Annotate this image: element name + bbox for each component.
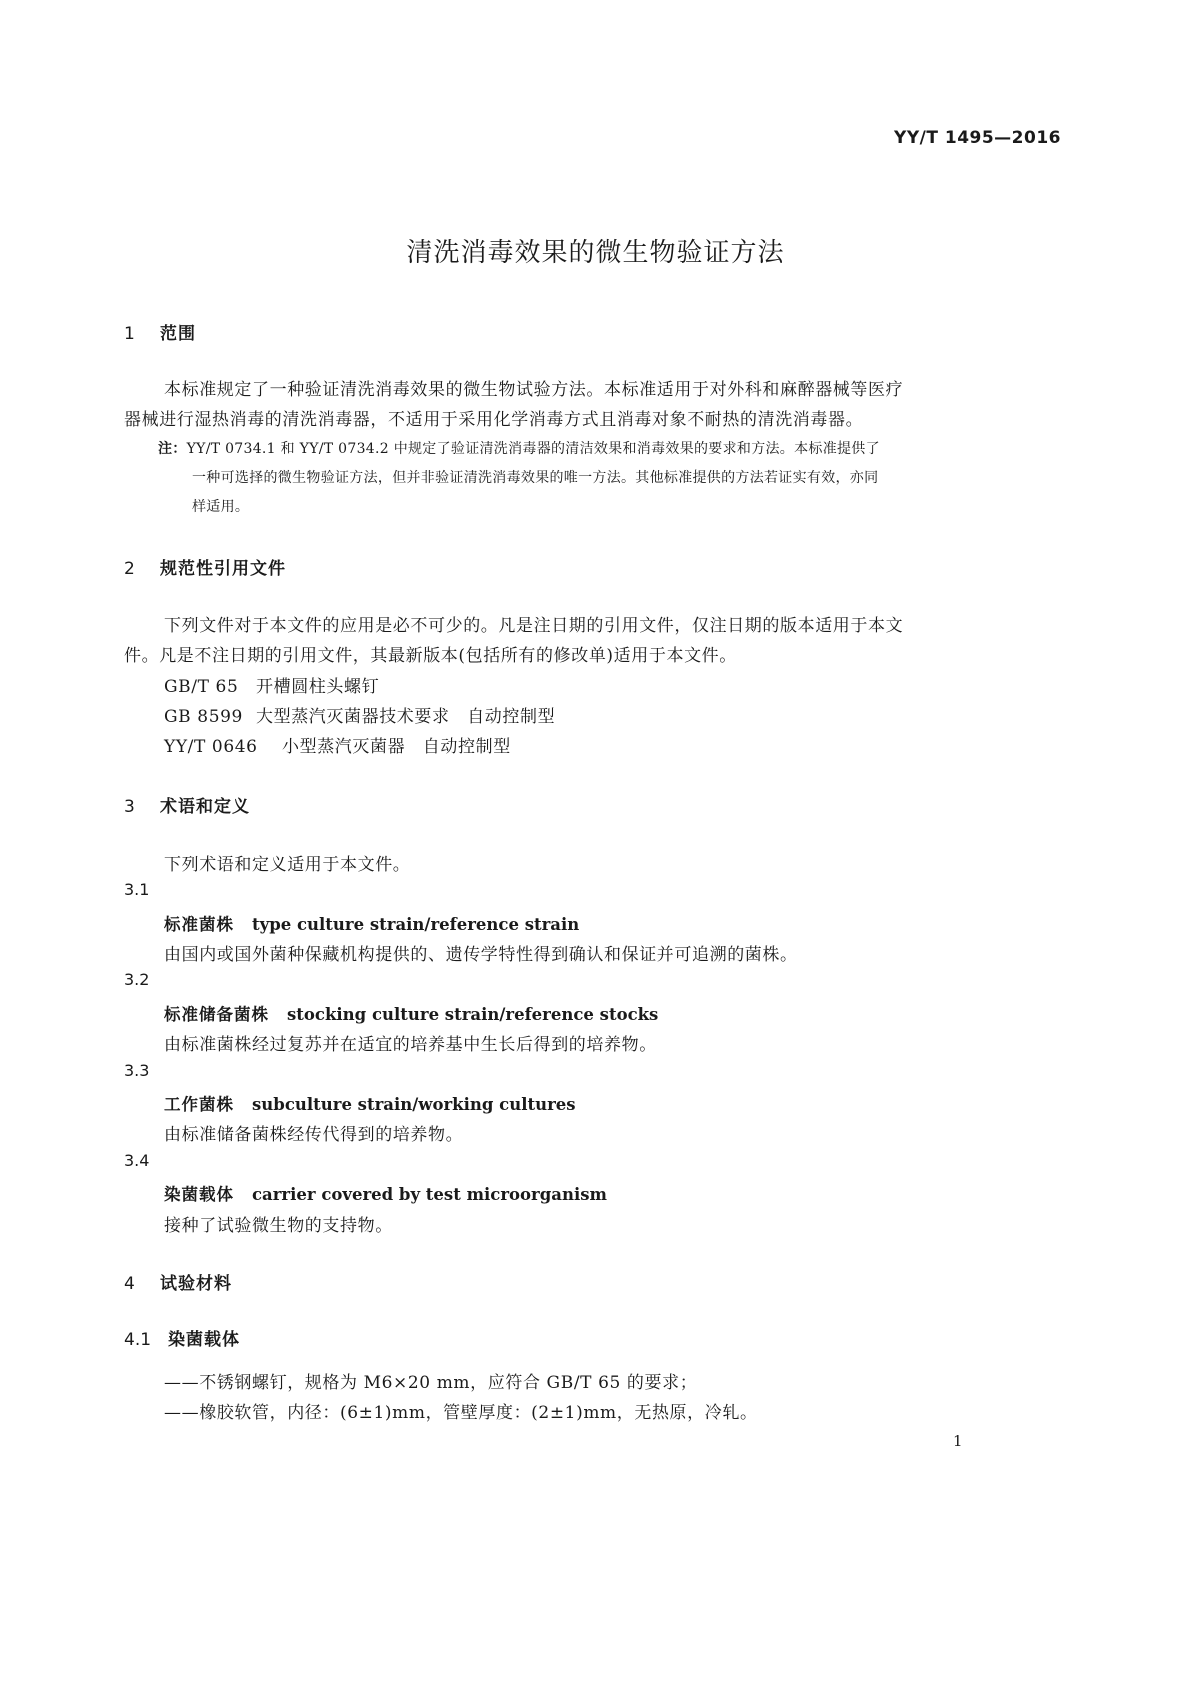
term-name-zh: 工作菌株 [164,1095,234,1114]
reference-code: GB/T 65 [164,677,239,697]
reference-code: YY/T 0646 [164,737,258,757]
note-line-2: 一种可选择的微生物验证方法，但并非验证清洗消毒效果的唯一方法。其他标准提供的方法若证实有效，亦同 [192,470,879,486]
term-name [164,1181,607,1205]
reference-title: 开槽圆柱头螺钉 [256,677,380,697]
note-text: YY/T 0734.1 和 YY/T 0734.2 中规定了验证清洗消毒器的清洁效果和消毒效果的要求和方法。本标准提供了 [186,441,880,457]
note-line-3: 样适用。 [192,499,250,515]
reference-title: 小型蒸汽灭菌器 自动控制型 [282,737,511,757]
list-item: ——不锈钢螺钉，规格为 M6×20 mm，应符合 GB/T 65 的要求； [164,1373,698,1393]
section-1-heading [124,319,196,344]
section-title: 规范性引用文件 [160,559,286,579]
subsection-title: 染菌载体 [168,1330,240,1350]
term-definition: 由国内或国外菌种保藏机构提供的、遗传学特性得到确认和保证并可追溯的菌株。 [164,945,798,965]
page-number: 1 [953,1432,963,1450]
note-line-1 [158,438,880,458]
section-title: 范围 [160,324,196,344]
note-label: 注： [158,441,187,457]
section-3-heading [124,792,250,817]
term-name-en: subculture strain/working cultures [252,1095,576,1114]
subsection-number: 4.1 [124,1330,152,1350]
reference-item [164,672,379,697]
section-number: 4 [124,1274,135,1294]
term-name [164,1091,576,1115]
term-name-zh: 标准储备菌株 [164,1005,269,1024]
standard-number: YY/T 1495—2016 [894,128,1061,148]
term-name [164,911,579,935]
term-number: 3.3 [124,1061,150,1080]
term-definition: 由标准菌株经过复苏并在适宜的培养基中生长后得到的培养物。 [164,1035,657,1055]
term-number: 3.2 [124,970,150,989]
term-name-zh: 标准菌株 [164,915,234,934]
term-number: 3.4 [124,1151,150,1170]
term-number: 3.1 [124,880,150,899]
document-title: 清洗消毒效果的微生物验证方法 [406,238,785,268]
section-2-heading [124,554,286,579]
normref-paragraph-line-1: 下列文件对于本文件的应用是必不可少的。凡是注日期的引用文件，仅注日期的版本适用于本文 [164,616,904,636]
list-item: ——橡胶软管，内径：(6±1)mm，管壁厚度：(2±1)mm，无热原，冷轧。 [164,1403,758,1423]
term-name [164,1001,658,1025]
reference-item [164,702,555,727]
term-definition: 接种了试验微生物的支持物。 [164,1216,393,1236]
term-name-en: type culture strain/reference strain [252,915,580,934]
subsection-4-1-heading [124,1325,240,1350]
section-4-heading [124,1269,232,1294]
normref-paragraph-line-2: 件。凡是不注日期的引用文件，其最新版本(包括所有的修改单)适用于本文件。 [124,646,737,666]
scope-paragraph-line-1: 本标准规定了一种验证清洗消毒效果的微生物试验方法。本标准适用于对外科和麻醉器械等医疗 [164,380,904,400]
reference-item [164,732,511,757]
scope-paragraph-line-2: 器械进行湿热消毒的清洗消毒器，不适用于采用化学消毒方式且消毒对象不耐热的清洗消毒器。 [124,410,864,430]
term-name-zh: 染菌载体 [164,1185,234,1204]
reference-code: GB 8599 [164,707,243,727]
term-name-en: carrier covered by test microorganism [252,1185,607,1204]
reference-title: 大型蒸汽灭菌器技术要求 自动控制型 [256,707,556,727]
section-title: 术语和定义 [160,797,250,817]
section-number: 2 [124,559,135,579]
terms-intro: 下列术语和定义适用于本文件。 [164,855,411,875]
term-name-en: stocking culture strain/reference stocks [287,1005,659,1024]
section-number: 3 [124,797,135,817]
section-title: 试验材料 [160,1274,232,1294]
section-number: 1 [124,324,135,344]
term-definition: 由标准储备菌株经传代得到的培养物。 [164,1125,464,1145]
